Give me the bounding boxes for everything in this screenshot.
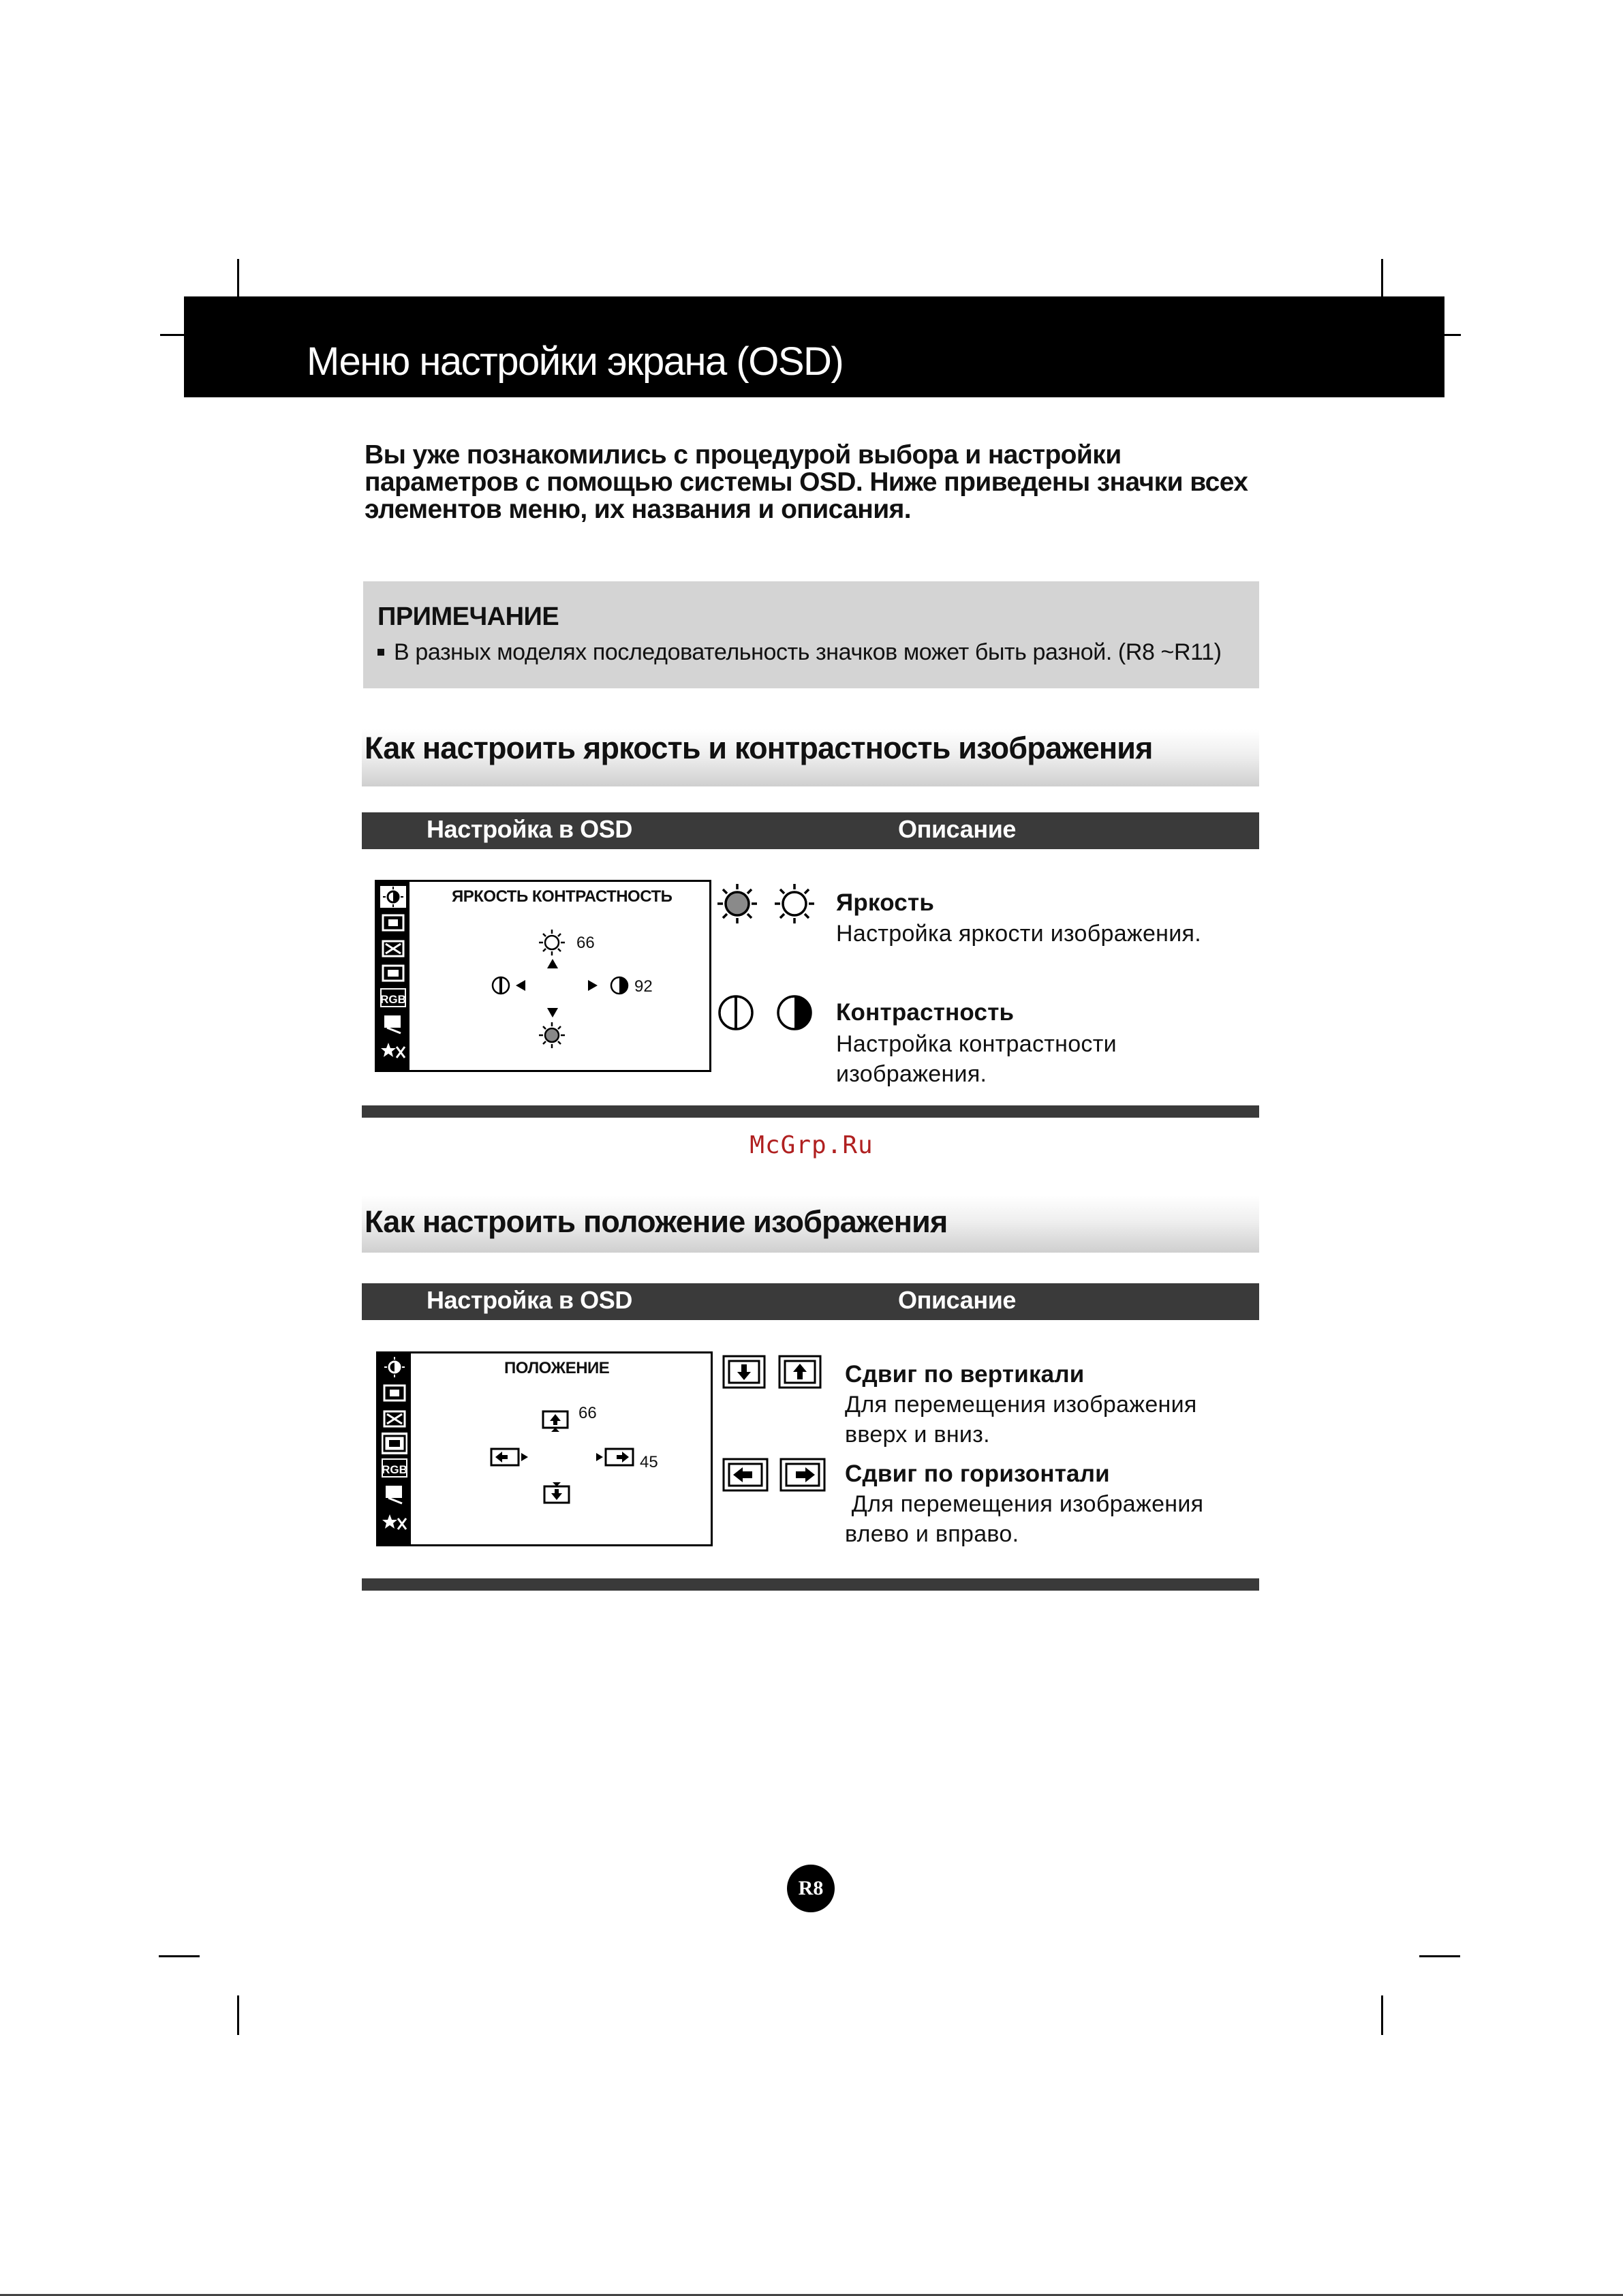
page-title: Меню настройки экрана (OSD) [307,339,844,384]
intro-line: Вы уже познакомились с процедурой выбора и настройки [365,440,1122,470]
position-tab-icon [380,962,406,984]
section-title-brightness: Как настроить яркость и контрастность изображения [365,731,1153,765]
vertical-down-button-icon [722,1355,766,1389]
crop-mark [1381,1995,1383,2035]
section-title-position: Как настроить положение изображения [365,1204,948,1239]
brightness-up-icon [773,882,816,925]
bullet-icon [377,649,384,656]
vertical-up-icon [542,1410,569,1433]
osd-setup-tab-icon [382,1483,407,1505]
geometry-tab-icon [382,1382,407,1404]
vertical-shift-description-line: вверх и вниз. [845,1422,990,1448]
brightness-heading: Яркость [836,889,935,916]
arrow-up-icon [547,959,558,968]
horizontal-value: 45 [640,1453,658,1471]
contrast-high-icon [608,975,630,996]
contrast-low-icon [490,975,512,996]
column-header-osd: Настройка в OSD [427,1286,632,1314]
osd-screen-brightness [375,880,711,1072]
contrast-up-icon [775,994,814,1032]
horizontal-left-button-icon [722,1458,769,1492]
crop-mark [1419,1955,1460,1957]
watermark: McGrp.Ru [749,1131,874,1159]
arrow-right-icon [588,980,598,991]
horizontal-right-button-icon [779,1458,826,1492]
contrast-heading: Контрастность [836,999,1015,1026]
intro-line: параметров с помощью системы OSD. Ниже приведены значки всех [365,468,1248,497]
brightness-tab-icon [380,886,406,908]
crop-mark [1444,334,1461,336]
rgb-tab-icon [380,987,406,1009]
special-tab-icon [382,1510,407,1532]
intro-line: элементов меню, их названия и описания. [365,495,912,524]
brightness-down-icon [715,882,759,925]
crop-mark [237,259,239,297]
crop-mark [160,334,185,336]
column-header-description: Описание [898,1286,1017,1314]
osd-setup-tab-icon [380,1013,406,1035]
section-divider [362,1578,1259,1591]
column-header-osd: Настройка в OSD [427,815,632,843]
brightness-description: Настройка яркости изображения. [836,921,1201,947]
page-number: R8 [787,1865,835,1912]
note-text-content: В разных моделях последовательность значков может быть разной. (R8 ~R11) [394,639,1222,665]
position-tab-icon [382,1433,407,1454]
arrow-down-icon [547,1008,558,1017]
brightness-tab-icon [382,1356,407,1378]
size-tab-icon [380,938,406,960]
osd-title: ЯРКОСТЬ КОНТРАСТНОСТЬ [452,887,673,906]
note-title: ПРИМЕЧАНИЕ [377,602,559,631]
crop-mark [237,1995,239,2035]
brightness-low-icon [538,1021,566,1050]
vertical-value: 66 [578,1404,597,1422]
osd-sidebar [378,1353,411,1544]
vertical-down-icon [543,1481,570,1505]
horizontal-right-icon [595,1447,634,1469]
contrast-down-icon [717,994,755,1032]
crop-mark [159,1955,200,1957]
geometry-tab-icon [380,912,406,934]
vertical-shift-description-line: Для перемещения изображения [845,1392,1197,1418]
horizontal-shift-description-line: Для перемещения изображения [845,1491,1204,1517]
note-text [377,639,1222,666]
section-divider [362,1105,1259,1118]
contrast-description-line: Настройка контрастности [836,1031,1117,1057]
svg-text:RGB: RGB [380,993,406,1006]
contrast-value: 92 [634,977,653,996]
arrow-left-icon [516,980,525,991]
osd-title: ПОЛОЖЕНИЕ [504,1359,610,1377]
intro-paragraph [365,442,1278,523]
brightness-value: 66 [576,934,595,952]
horizontal-shift-description-line: влево и вправо. [845,1521,1019,1547]
osd-screen-position [376,1351,713,1546]
column-header-description: Описание [898,815,1017,843]
horizontal-shift-heading: Сдвиг по горизонтали [845,1460,1110,1487]
osd-sidebar [377,882,409,1070]
special-tab-icon [380,1039,406,1060]
horizontal-left-icon [490,1447,529,1469]
note-box [363,581,1259,688]
size-tab-icon [382,1408,407,1430]
svg-text:RGB: RGB [382,1463,407,1476]
vertical-up-button-icon [778,1355,822,1389]
crop-mark [1381,259,1383,297]
vertical-shift-heading: Сдвиг по вертикали [845,1361,1085,1388]
contrast-description-line: изображения. [836,1061,987,1087]
rgb-tab-icon [382,1457,407,1479]
brightness-icon [538,928,566,957]
